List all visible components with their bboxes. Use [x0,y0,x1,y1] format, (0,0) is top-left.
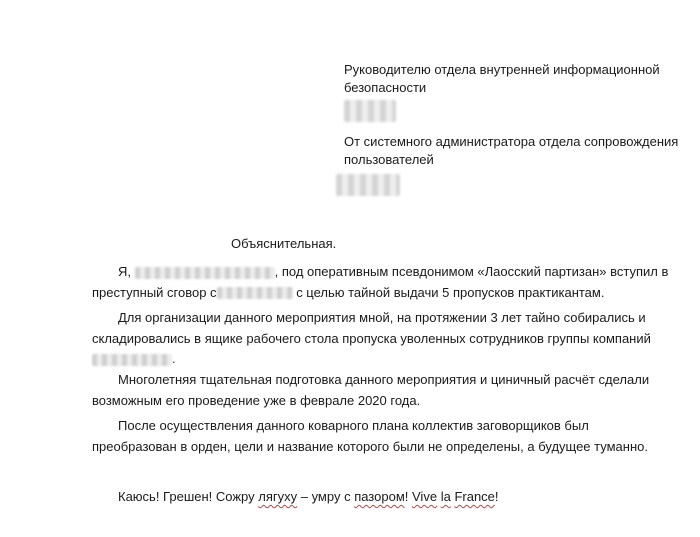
paragraph-1 [92,262,672,303]
addressee-block [344,61,684,97]
paragraph-5-text-a: Каюсь! Грешен! Сожру [118,489,259,504]
document-title: Объяснительная. [231,236,337,251]
spellcheck-word-pazorom: пазором [354,489,405,504]
sender-block [344,133,684,169]
paragraph-3: Многолетняя тщательная подготовка данного мероприятия и циничный расчёт сделали возможным его проведение уже в феврале 2020 года. [92,372,650,408]
paragraph-1-text-b: , под оперативным псевдонимом «Лаосский партизан» вступил в [274,264,669,279]
paragraph-5-text-k: ! [494,489,499,504]
spellcheck-word-la: la [440,489,451,504]
paragraph-2 [92,308,672,370]
paragraph-5 [92,487,672,508]
redacted-addressee-name [344,100,396,122]
paragraph-1-text-d: с целью тайной выдачи 5 пропусков практикантам. [296,284,605,300]
paragraph-1-text-a: Я, [118,264,131,279]
redacted-author-name [135,267,275,279]
paragraph-5-text-e: ! [404,489,412,504]
addressee-line-1: Руководителю отдела внутренней информационной [344,62,660,77]
paragraph-5-text-c: – умру с [297,489,355,504]
redacted-company-name [92,354,172,366]
redacted-accomplice-name [217,287,293,299]
redacted-sender-name [336,174,400,196]
paragraph-2-text-a: Для организации данного мероприятия мной, на протяжении 3 лет тайно собирались и складировались в ящике рабочего стола пропуска уволенных сотрудников группы компаний [92,310,651,346]
spellcheck-word-lyaguhu: лягуху [258,489,298,504]
addressee-line-2: безопасности [344,80,427,95]
paragraph-1-text-c: преступный сговор с [92,284,217,300]
sender-line-1: От системного администратора отдела сопровождения [344,134,679,149]
paragraph-4: После осуществления данного коварного плана коллектив заговорщиков был преобразован в орден, цели и название которого были не определены, а будущее туманно. [92,418,648,454]
sender-line-2: пользователей [344,152,434,167]
spellcheck-word-france: France [454,489,495,504]
spellcheck-word-vive: Vive [412,489,438,504]
paragraph-2-text-b: . [172,351,176,366]
